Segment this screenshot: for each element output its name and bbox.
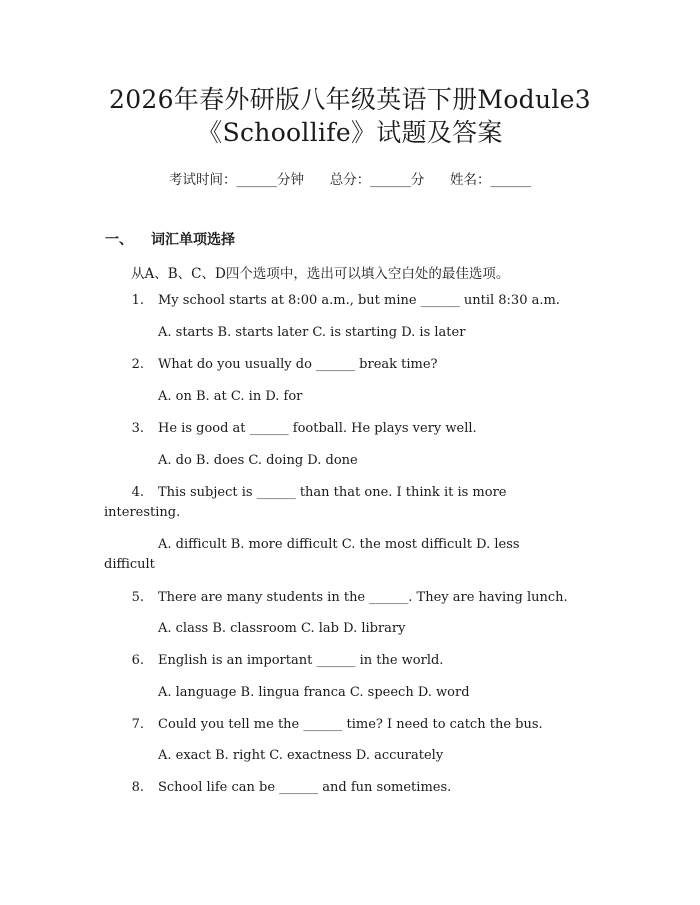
question-options: A. exact B. right C. exactness D. accurately	[158, 748, 444, 763]
question-number: 2.	[131, 357, 144, 372]
question-options: A. class B. classroom C. lab D. library	[158, 621, 406, 636]
question-text: What do you usually do ______ break time?	[158, 357, 438, 372]
question-number: 5.	[131, 590, 144, 605]
question-number: 3.	[131, 421, 144, 436]
question-options: A. do B. does C. doing D. done	[158, 453, 358, 468]
document-title-line2: 《Schoollife》试题及答案	[197, 118, 503, 147]
question-text: He is good at ______ football. He plays very well.	[158, 421, 477, 436]
exam-meta: 考试时间：______分钟 总分：______分 姓名：______	[169, 172, 531, 188]
question-number: 8.	[131, 780, 144, 795]
question-text: My school starts at 8:00 a.m., but mine ______ until 8:30 a.m.	[158, 293, 560, 308]
question-number: 1.	[131, 293, 144, 308]
question-number: 6.	[131, 653, 144, 668]
section-number: 一、	[105, 232, 133, 248]
question-options: A. language B. lingua franca C. speech D. word	[158, 685, 470, 700]
question-text-continued: interesting.	[104, 505, 181, 520]
question-text: English is an important ______ in the world.	[158, 653, 444, 668]
section-heading	[105, 229, 235, 249]
question-options: A. on B. at C. in D. for	[158, 389, 303, 404]
question-number: 7.	[131, 717, 144, 732]
section-title: 词汇单项选择	[151, 232, 235, 248]
question-options: A. difficult B. more difficult C. the most difficult D. less	[158, 537, 520, 552]
section-instruction: 从A、B、C、D四个选项中，选出可以填入空白处的最佳选项。	[131, 266, 510, 282]
question-text: School life can be ______ and fun sometimes.	[158, 780, 452, 795]
question-text: This subject is ______ than that one. I think it is more	[158, 485, 507, 500]
question-options-continued: difficult	[104, 557, 155, 572]
question-text: There are many students in the ______. They are having lunch.	[158, 590, 568, 605]
question-text: Could you tell me the ______ time? I need to catch the bus.	[158, 717, 543, 732]
question-number: 4.	[131, 485, 144, 500]
document-title-line1: 2026年春外研版八年级英语下册Module3	[109, 85, 591, 114]
question-options: A. starts B. starts later C. is starting D. is later	[158, 325, 466, 340]
